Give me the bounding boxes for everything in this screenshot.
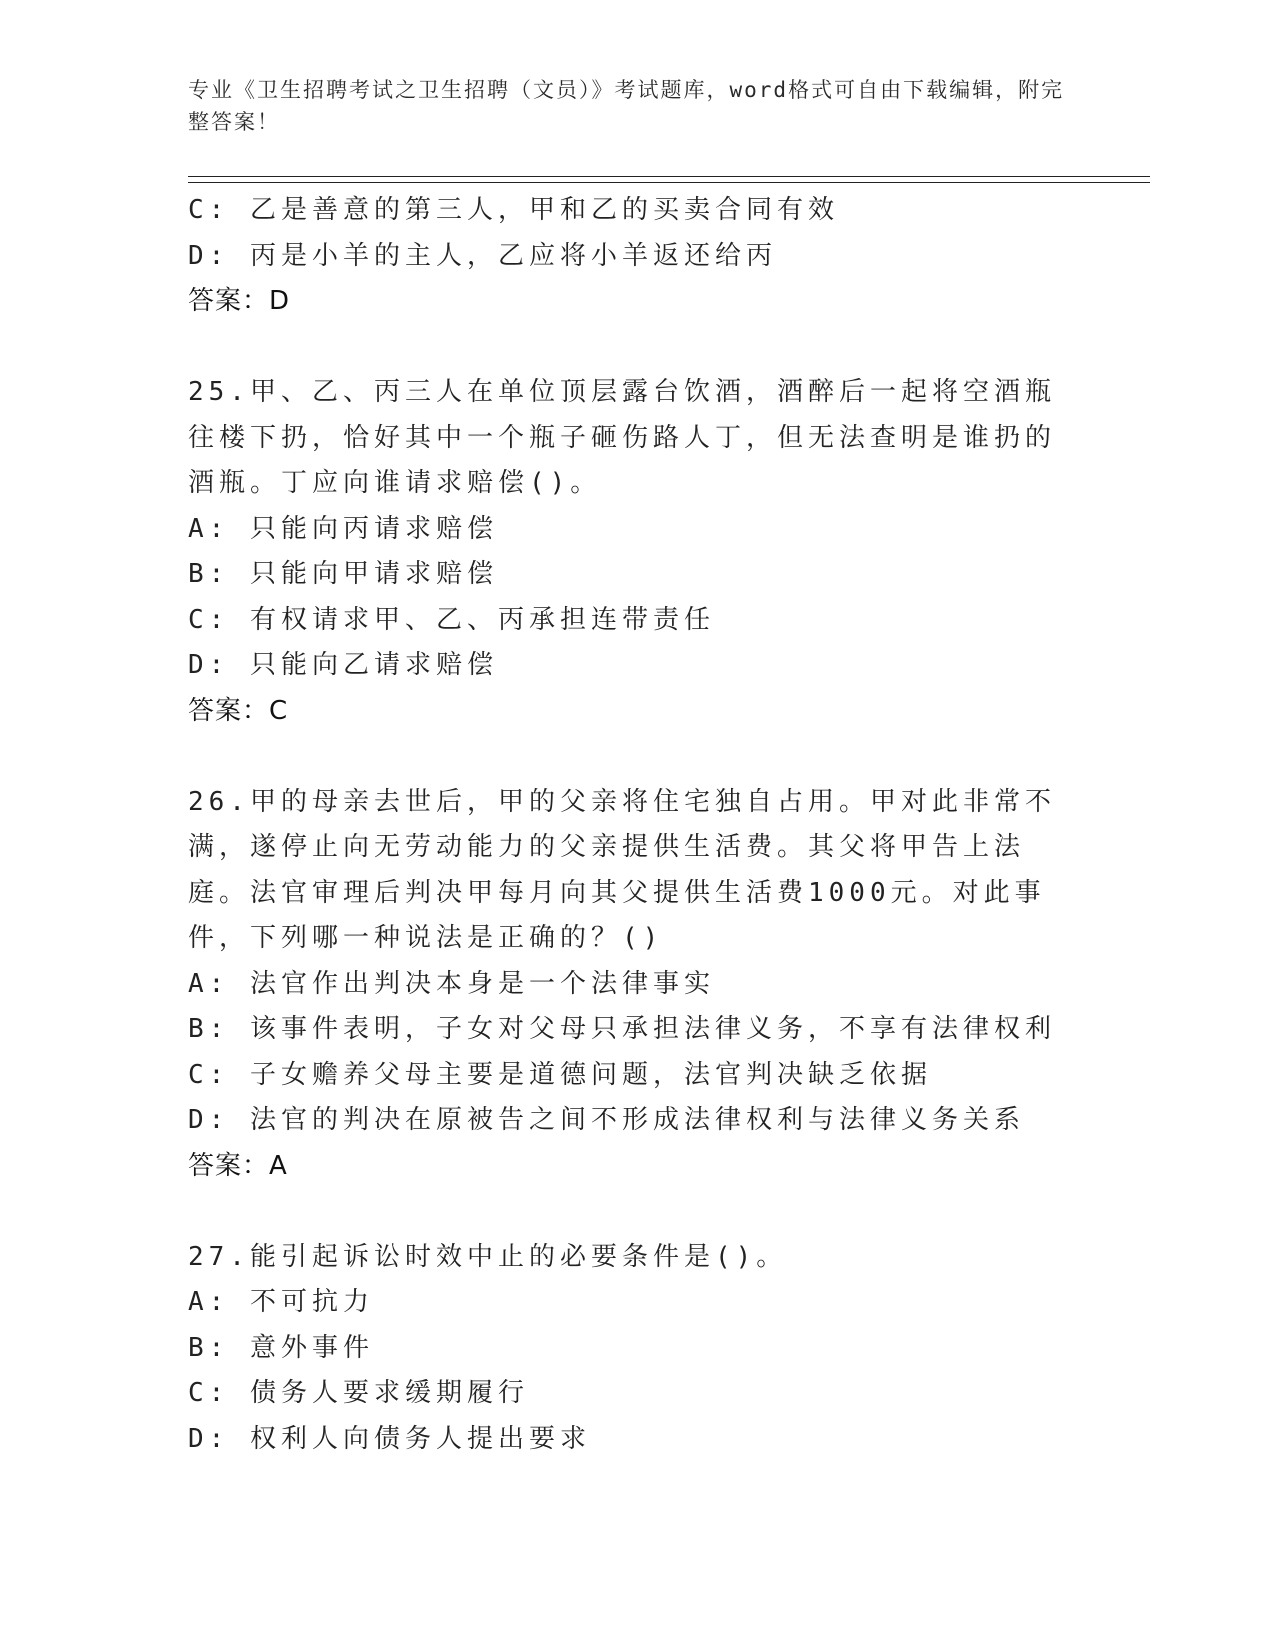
question-text: 26.甲的母亲去世后，甲的父亲将住宅独自占用。甲对此非常不满，遂停止向无劳动能力的父亲提供生活费。其父将甲告上法庭。法官审理后判决甲每月向其父提供生活费1000元。对此事件，下列哪一种说法是正确的？() <box>188 786 1056 953</box>
question-text: 27.能引起诉讼时效中止的必要条件是()。 <box>188 1241 788 1272</box>
option-d: D: 权利人向债务人提出要求 <box>188 1423 591 1454</box>
option-a: A: 法官作出判决本身是一个法律事实 <box>188 968 715 999</box>
prev-question-block <box>188 188 1088 325</box>
option-a: A: 只能向丙请求赔偿 <box>188 513 498 544</box>
option-c: C: 子女赡养父母主要是道德问题，法官判决缺乏依据 <box>188 1059 932 1090</box>
spacer <box>188 734 1088 780</box>
option-d: D: 只能向乙请求赔偿 <box>188 650 498 680</box>
option-b: B: 只能向甲请求赔偿 <box>188 559 498 589</box>
document-header: 专业《卫生招聘考试之卫生招聘（文员）》考试题库，word格式可自由下载编辑，附完整答案！ <box>188 78 1065 134</box>
header-divider-top <box>188 176 1150 177</box>
question-26 <box>188 780 1088 1190</box>
option-d: D: 法官的判决在原被告之间不形成法律权利与法律义务关系 <box>188 1105 1025 1135</box>
option-c: C: 有权请求甲、乙、丙承担连带责任 <box>188 604 715 635</box>
question-text: 25.甲、乙、丙三人在单位顶层露台饮酒，酒醉后一起将空酒瓶往楼下扔，恰好其中一个瓶子砸伤路人丁，但无法查明是谁扔的酒瓶。丁应向谁请求赔偿()。 <box>188 377 1057 498</box>
question-27 <box>188 1235 1088 1463</box>
option-c: C: 债务人要求缓期履行 <box>188 1378 529 1408</box>
header-divider-bottom <box>188 182 1150 183</box>
spacer <box>188 325 1088 371</box>
spacer <box>188 1189 1088 1235</box>
option-b: B: 意外事件 <box>188 1332 374 1363</box>
answer-line: 答案：D <box>188 286 291 316</box>
document-body <box>188 188 1088 1462</box>
option-a: A: 不可抗力 <box>188 1287 374 1317</box>
answer-line: 答案：C <box>188 695 289 726</box>
option-b: B: 该事件表明，子女对父母只承担法律义务，不享有法律权利 <box>188 1014 1056 1044</box>
option-d: D: 丙是小羊的主人，乙应将小羊返还给丙 <box>188 240 777 271</box>
option-c: C: 乙是善意的第三人，甲和乙的买卖合同有效 <box>188 195 839 225</box>
question-25 <box>188 370 1088 734</box>
answer-line: 答案：A <box>188 1150 288 1181</box>
